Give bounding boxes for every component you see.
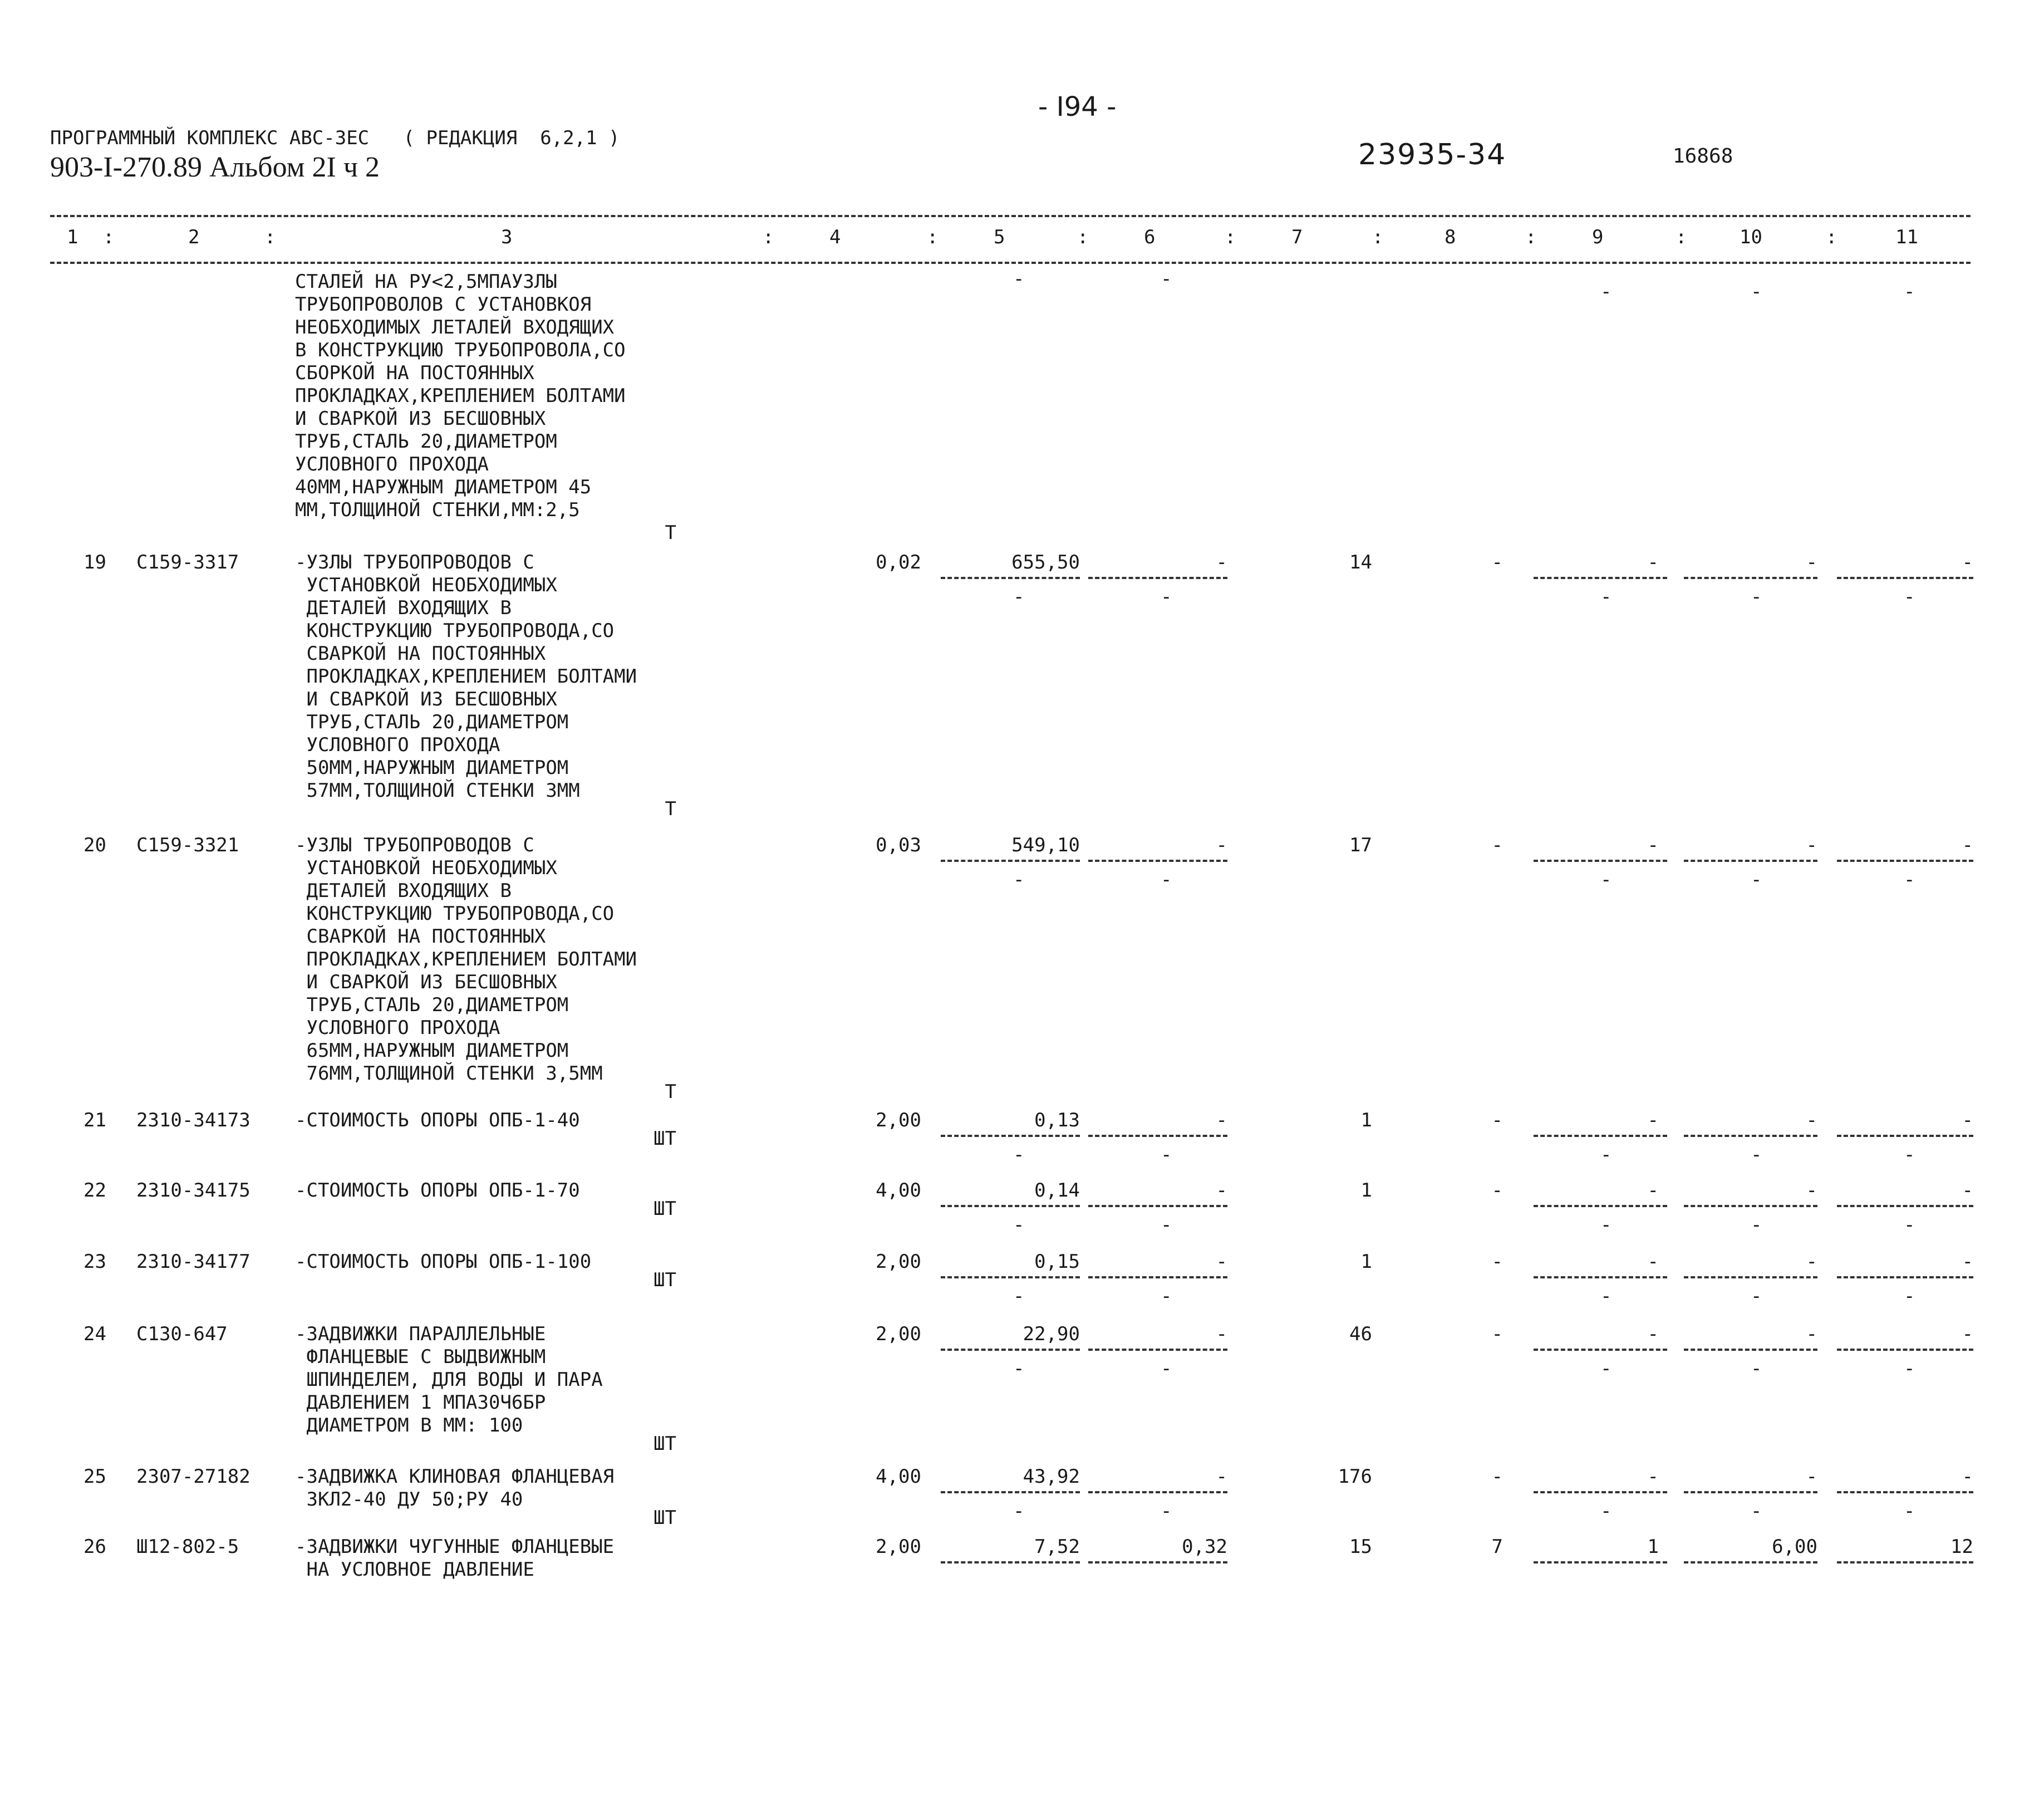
header-rule-bottom (50, 262, 1971, 264)
value-underline (1684, 577, 1817, 579)
row-number: 21 (83, 1109, 106, 1131)
description-line: ММ,ТОЛЩИНОЙ СТЕНКИ,ММ:2,5 (295, 499, 580, 521)
empty-value-dash: - (1013, 268, 1025, 290)
unit-label: ШТ (654, 1269, 676, 1291)
empty-value-dash: - (1013, 1357, 1025, 1380)
description-line: 57ММ,ТОЛЩИНОЙ СТЕНКИ 3ММ (295, 780, 580, 802)
value-underline (1534, 1276, 1667, 1278)
empty-value-dash: - (1013, 586, 1025, 608)
labor-total-cell: 12 (1950, 1536, 1973, 1558)
description-line: СВАРКОЙ НА ПОСТОЯННЫХ (295, 925, 546, 948)
empty-value-dash: - (1904, 1214, 1915, 1236)
total-cost-cell: 17 (1349, 834, 1372, 856)
value-underline (1088, 1276, 1227, 1278)
value-underline (941, 577, 1080, 579)
row-number: 19 (83, 551, 106, 574)
resource-code: С130-647 (136, 1323, 228, 1345)
value-underline (1088, 1349, 1227, 1351)
empty-value-dash: - (1904, 586, 1915, 608)
empty-value-dash: - (1600, 1500, 1612, 1522)
value-underline (1684, 860, 1817, 862)
labor-hours-cell: - (1806, 834, 1817, 856)
empty-value-dash: - (1904, 1285, 1915, 1307)
labor-total-cell: - (1962, 834, 1973, 856)
description-line: -ЗАДВИЖКА КЛИНОВАЯ ФЛАНЦЕВАЯ (295, 1465, 615, 1488)
value-underline (1837, 1491, 1973, 1493)
description-line: -ЗАДВИЖКИ ПАРАЛЛЕЛЬНЫЕ (295, 1323, 546, 1345)
labor-hours-cell: - (1806, 1465, 1817, 1488)
album-title: 903-I-270.89 Альбом 2I ч 2 (50, 151, 380, 183)
empty-value-dash: - (1904, 1500, 1915, 1522)
value-underline (1088, 860, 1227, 862)
value-underline (1534, 1349, 1667, 1351)
document-code: 23935-34 (1358, 138, 1507, 171)
row-number: 22 (83, 1179, 106, 1202)
total-cost-cell: 176 (1338, 1465, 1372, 1488)
description-line: И СВАРКОЙ ИЗ БЕСШОВНЫХ (295, 408, 546, 430)
unit-label: ШТ (654, 1433, 676, 1455)
description-line: ФЛАНЦЕВЫЕ С ВЫДВИЖНЫМ (295, 1346, 546, 1368)
total-wages-cell: - (1491, 1109, 1503, 1131)
value-underline (941, 1276, 1080, 1278)
empty-value-dash: - (1161, 1500, 1172, 1522)
value-underline (1088, 1135, 1227, 1137)
value-underline (941, 1205, 1080, 1207)
value-underline (1534, 577, 1667, 579)
empty-value-dash: - (1161, 869, 1172, 891)
col-header-4: 4 (829, 226, 841, 248)
empty-value-dash: - (1751, 1144, 1762, 1166)
description-line: КОНСТРУКЦИЮ ТРУБОПРОВОДА,СО (295, 903, 615, 925)
value-underline (1684, 1349, 1817, 1351)
labor-hours-cell: 6,00 (1772, 1536, 1817, 1558)
description-line: И СВАРКОЙ ИЗ БЕСШОВНЫХ (295, 688, 557, 710)
col-header-11: 11 (1895, 226, 1918, 248)
value-underline (1534, 1205, 1667, 1207)
value-underline (1837, 1349, 1973, 1351)
machine-cost-cell: - (1647, 1465, 1659, 1488)
description-line: УСЛОВНОГО ПРОХОДА (295, 734, 500, 756)
unit-cost-wages-cell: - (1216, 1251, 1227, 1273)
value-underline (1684, 1205, 1817, 1207)
unit-cost-cell: 7,52 (1034, 1536, 1080, 1558)
quantity-cell: 4,00 (876, 1179, 921, 1202)
unit-cost-cell: 0,15 (1034, 1251, 1080, 1273)
row-number: 24 (83, 1323, 106, 1345)
value-underline (1684, 1561, 1817, 1563)
description-line: УСТАНОВКОЙ НЕОБХОДИМЫХ (295, 574, 557, 596)
empty-value-dash: - (1013, 1500, 1025, 1522)
unit-label: Т (665, 798, 676, 820)
col-header-10: 10 (1740, 226, 1762, 248)
description-line: -ЗАДВИЖКИ ЧУГУННЫЕ ФЛАНЦЕВЫЕ (295, 1536, 615, 1558)
description-line: -СТОИМОСТЬ ОПОРЫ ОПБ-1-100 (295, 1251, 592, 1273)
description-line: НА УСЛОВНОЕ ДАВЛЕНИЕ (295, 1558, 534, 1581)
empty-value-dash: - (1751, 1357, 1762, 1380)
unit-cost-cell: 549,10 (1011, 834, 1080, 856)
empty-value-dash: - (1013, 1144, 1025, 1166)
value-underline (941, 1561, 1080, 1563)
total-cost-cell: 1 (1360, 1251, 1372, 1273)
labor-total-cell: - (1962, 1323, 1973, 1345)
description-line: -СТОИМОСТЬ ОПОРЫ ОПБ-1-70 (295, 1179, 580, 1202)
quantity-cell: 0,03 (876, 834, 921, 856)
value-underline (1088, 1491, 1227, 1493)
machine-cost-cell: - (1647, 1323, 1659, 1345)
description-line: ТРУБ,СТАЛЬ 20,ДИАМЕТРОМ (295, 711, 569, 733)
value-underline (1088, 1205, 1227, 1207)
total-wages-cell: - (1491, 1323, 1503, 1345)
empty-value-dash: - (1904, 281, 1915, 303)
value-underline (1684, 1491, 1817, 1493)
labor-hours-cell: - (1806, 1251, 1817, 1273)
description-line: ПРОКЛАДКАХ,КРЕПЛЕНИЕМ БОЛТАМИ (295, 665, 637, 688)
description-line: НЕОБХОДИМЫХ ЛЕТАЛЕЙ ВХОДЯЩИХ (295, 316, 615, 339)
unit-cost-cell: 655,50 (1011, 551, 1080, 574)
unit-cost-wages-cell: - (1216, 1179, 1227, 1202)
description-line: ШПИНДЕЛЕМ, ДЛЯ ВОДЫ И ПАРА (295, 1369, 603, 1391)
description-line: СТАЛЕЙ НА РУ<2,5МПАУЗЛЫ (295, 271, 557, 293)
col-header-3: 3 (501, 226, 513, 248)
quantity-cell: 2,00 (876, 1536, 921, 1558)
quantity-cell: 2,00 (876, 1251, 921, 1273)
document-number: 16868 (1673, 145, 1733, 168)
empty-value-dash: - (1751, 1500, 1762, 1522)
empty-value-dash: - (1161, 268, 1172, 290)
description-line: 40ММ,НАРУЖНЫМ ДИАМЕТРОМ 45 (295, 476, 592, 498)
empty-value-dash: - (1013, 1285, 1025, 1307)
labor-total-cell: - (1962, 1465, 1973, 1488)
col-header-2: 2 (188, 226, 200, 248)
description-line: -СТОИМОСТЬ ОПОРЫ ОПБ-1-40 (295, 1109, 580, 1131)
value-underline (1837, 1205, 1973, 1207)
value-underline (1684, 1276, 1817, 1278)
col-header-9: 9 (1592, 226, 1604, 248)
resource-code: Ш12-802-5 (136, 1536, 239, 1558)
description-line: ДЕТАЛЕЙ ВХОДЯЩИХ В (295, 880, 512, 902)
description-line: ТРУБОПРОВОЛОВ С УСТАНОВКОЯ (295, 293, 592, 316)
total-cost-cell: 14 (1349, 551, 1372, 574)
empty-value-dash: - (1600, 1214, 1612, 1236)
total-cost-cell: 15 (1349, 1536, 1372, 1558)
row-number: 23 (83, 1251, 106, 1273)
description-line: ПРОКЛАДКАХ,КРЕПЛЕНИЕМ БОЛТАМИ (295, 948, 637, 970)
col-header-8: 8 (1444, 226, 1456, 248)
row-number: 25 (83, 1465, 106, 1488)
value-underline (1534, 1135, 1667, 1137)
labor-hours-cell: - (1806, 1109, 1817, 1131)
unit-label: ШТ (654, 1198, 676, 1220)
col-header-1: 1 (67, 226, 78, 248)
unit-cost-cell: 0,13 (1034, 1109, 1080, 1131)
labor-total-cell: - (1962, 551, 1973, 574)
description-line: ДИАМЕТРОМ В ММ: 100 (295, 1414, 523, 1437)
value-underline (1088, 577, 1227, 579)
labor-total-cell: - (1962, 1251, 1973, 1273)
unit-cost-wages-cell: - (1216, 1323, 1227, 1345)
quantity-cell: 2,00 (876, 1109, 921, 1131)
machine-cost-cell: 1 (1647, 1536, 1659, 1558)
description-line: В КОНСТРУКЦИЮ ТРУБОПРОВОЛА,СО (295, 339, 626, 361)
quantity-cell: 0,02 (876, 551, 921, 574)
value-underline (1837, 1561, 1973, 1563)
col-header-7: 7 (1291, 226, 1303, 248)
resource-code: 2310-34173 (136, 1109, 250, 1131)
resource-code: С159-3317 (136, 551, 239, 574)
col-header-5: 5 (994, 226, 1005, 248)
resource-code: 2310-34175 (136, 1179, 250, 1202)
unit-cost-wages-cell: - (1216, 1465, 1227, 1488)
program-header: ПРОГРАММНЫЙ КОМПЛЕКС АВС-3ЕС ( РЕДАКЦИЯ 6,2,1 ) (50, 127, 620, 149)
col-header-6: 6 (1144, 226, 1156, 248)
empty-value-dash: - (1600, 869, 1612, 891)
empty-value-dash: - (1751, 281, 1762, 303)
empty-value-dash: - (1751, 1214, 1762, 1236)
value-underline (1088, 1561, 1227, 1563)
empty-value-dash: - (1751, 1285, 1762, 1307)
empty-value-dash: - (1600, 586, 1612, 608)
empty-value-dash: - (1013, 869, 1025, 891)
description-line: ДАВЛЕНИЕМ 1 МПА30Ч6БР (295, 1391, 546, 1414)
labor-hours-cell: - (1806, 1179, 1817, 1202)
empty-value-dash: - (1904, 1357, 1915, 1380)
empty-value-dash: - (1751, 586, 1762, 608)
empty-value-dash: - (1013, 1214, 1025, 1236)
total-wages-cell: 7 (1491, 1536, 1503, 1558)
empty-value-dash: - (1161, 586, 1172, 608)
unit-cost-cell: 22,90 (1023, 1323, 1080, 1345)
value-underline (1837, 1135, 1973, 1137)
empty-value-dash: - (1600, 281, 1612, 303)
description-line: ПРОКЛАДКАХ,КРЕПЛЕНИЕМ БОЛТАМИ (295, 385, 626, 407)
row-number: 20 (83, 834, 106, 856)
value-underline (941, 1491, 1080, 1493)
empty-value-dash: - (1600, 1144, 1612, 1166)
empty-value-dash: - (1161, 1285, 1172, 1307)
description-line: ДЕТАЛЕЙ ВХОДЯЩИХ В (295, 597, 512, 619)
unit-cost-cell: 43,92 (1023, 1465, 1080, 1488)
total-wages-cell: - (1491, 1179, 1503, 1202)
labor-total-cell: - (1962, 1109, 1973, 1131)
description-line: УСЛОВНОГО ПРОХОДА (295, 453, 489, 476)
unit-cost-cell: 0,14 (1034, 1179, 1080, 1202)
empty-value-dash: - (1161, 1144, 1172, 1166)
value-underline (1837, 577, 1973, 579)
resource-code: 2310-34177 (136, 1251, 250, 1273)
quantity-cell: 2,00 (876, 1323, 921, 1345)
machine-cost-cell: - (1647, 834, 1659, 856)
value-underline (1534, 1561, 1667, 1563)
description-line: КОНСТРУКЦИЮ ТРУБОПРОВОДА,СО (295, 620, 615, 642)
description-line: И СВАРКОЙ ИЗ БЕСШОВНЫХ (295, 971, 557, 993)
labor-hours-cell: - (1806, 551, 1817, 574)
quantity-cell: 4,00 (876, 1465, 921, 1488)
description-line: УСТАНОВКОЙ НЕОБХОДИМЫХ (295, 857, 557, 879)
machine-cost-cell: - (1647, 1251, 1659, 1273)
description-line: 76ММ,ТОЛЩИНОЙ СТЕНКИ 3,5ММ (295, 1062, 603, 1085)
unit-cost-wages-cell: - (1216, 551, 1227, 574)
unit-label: ШТ (654, 1128, 676, 1150)
unit-cost-wages-cell: - (1216, 1109, 1227, 1131)
value-underline (1534, 860, 1667, 862)
description-line: -УЗЛЫ ТРУБОПРОВОДОВ С (295, 834, 534, 856)
machine-cost-cell: - (1647, 1179, 1659, 1202)
description-line: ТРУБ,СТАЛЬ 20,ДИАМЕТРОМ (295, 430, 557, 453)
unit-label: ШТ (654, 1507, 676, 1529)
empty-value-dash: - (1600, 1357, 1612, 1380)
machine-cost-cell: - (1647, 1109, 1659, 1131)
value-underline (941, 860, 1080, 862)
unit-label: Т (665, 1081, 676, 1103)
header-rule-top (50, 215, 1971, 217)
row-number: 26 (83, 1536, 106, 1558)
description-line: -УЗЛЫ ТРУБОПРОВОДОВ С (295, 551, 534, 574)
page-number: - I94 - (1038, 91, 1117, 122)
value-underline (1534, 1491, 1667, 1493)
value-underline (941, 1349, 1080, 1351)
unit-label: Т (665, 522, 676, 544)
total-wages-cell: - (1491, 1465, 1503, 1488)
unit-cost-wages-cell: 0,32 (1182, 1536, 1227, 1558)
total-wages-cell: - (1491, 834, 1503, 856)
resource-code: С159-3321 (136, 834, 239, 856)
empty-value-dash: - (1904, 869, 1915, 891)
total-cost-cell: 1 (1360, 1179, 1372, 1202)
machine-cost-cell: - (1647, 551, 1659, 574)
description-line: ЗКЛ2-40 ДУ 50;РУ 40 (295, 1488, 523, 1511)
description-line: 65ММ,НАРУЖНЫМ ДИАМЕТРОМ (295, 1040, 569, 1062)
total-wages-cell: - (1491, 1251, 1503, 1273)
total-cost-cell: 1 (1360, 1109, 1372, 1131)
value-underline (1837, 860, 1973, 862)
empty-value-dash: - (1600, 1285, 1612, 1307)
value-underline (941, 1135, 1080, 1137)
total-wages-cell: - (1491, 551, 1503, 574)
unit-cost-wages-cell: - (1216, 834, 1227, 856)
empty-value-dash: - (1751, 869, 1762, 891)
empty-value-dash: - (1161, 1357, 1172, 1380)
empty-value-dash: - (1904, 1144, 1915, 1166)
description-line: 50ММ,НАРУЖНЫМ ДИАМЕТРОМ (295, 757, 569, 779)
empty-value-dash: - (1161, 1214, 1172, 1236)
description-line: СВАРКОЙ НА ПОСТОЯННЫХ (295, 643, 546, 665)
resource-code: 2307-27182 (136, 1465, 250, 1488)
total-cost-cell: 46 (1349, 1323, 1372, 1345)
description-line: СБОРКОЙ НА ПОСТОЯННЫХ (295, 362, 534, 384)
description-line: ТРУБ,СТАЛЬ 20,ДИАМЕТРОМ (295, 994, 569, 1016)
value-underline (1837, 1276, 1973, 1278)
value-underline (1684, 1135, 1817, 1137)
labor-total-cell: - (1962, 1179, 1973, 1202)
labor-hours-cell: - (1806, 1323, 1817, 1345)
description-line: УСЛОВНОГО ПРОХОДА (295, 1017, 500, 1039)
